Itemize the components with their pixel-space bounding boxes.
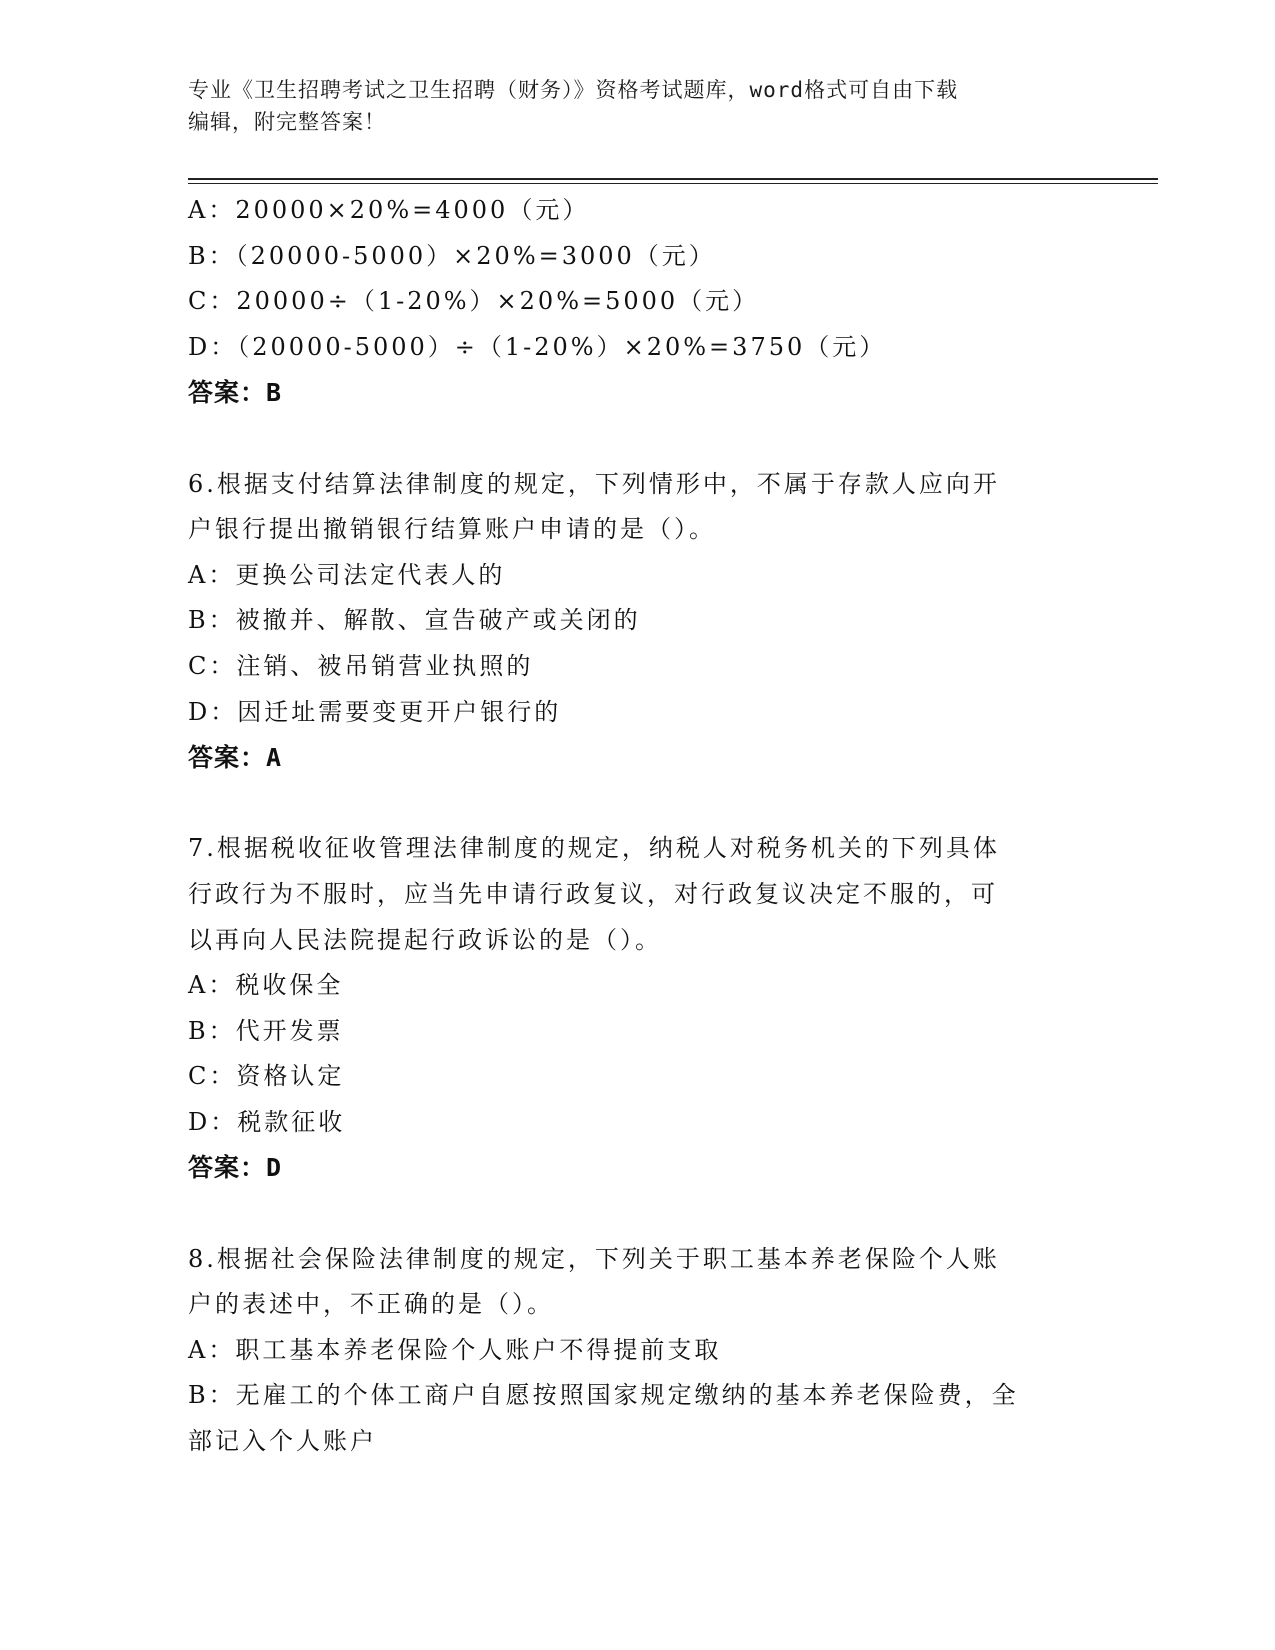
question-7 (188, 826, 1088, 1191)
option-a: A：税收保全 (188, 971, 344, 1000)
question-stem-line: 7.根据税收征收管理法律制度的规定，纳税人对税务机关的下列具体 (188, 834, 1000, 863)
option-a: A：更换公司法定代表人的 (188, 560, 506, 589)
answer-line: 答案：A (188, 743, 283, 773)
option-b: B：代开发票 (188, 1016, 344, 1045)
header-divider-thin (188, 183, 1158, 184)
question-stem-line: 8.根据社会保险法律制度的规定，下列关于职工基本养老保险个人账 (188, 1244, 1000, 1273)
option-a: A：20000×20%=4000（元） (188, 196, 590, 224)
option-c: C：资格认定 (188, 1062, 345, 1091)
document-header (188, 74, 1068, 138)
question-6 (188, 462, 1088, 781)
header-line-1: 专业《卫生招聘考试之卫生招聘（财务）》资格考试题库，word格式可自由下载 (188, 78, 959, 102)
question-stem-line: 6.根据支付结算法律制度的规定，下列情形中，不属于存款人应向开 (188, 469, 1000, 498)
header-line-2: 编辑，附完整答案！ (188, 110, 386, 134)
question-stem-line: 户银行提出撤销银行结算账户申请的是（）。 (188, 515, 716, 544)
option-b: B：无雇工的个体工商户自愿按照国家规定缴纳的基本养老保险费，全 (188, 1381, 1019, 1410)
option-d: D：（20000-5000）÷（1-20%）×20%=3750（元） (188, 332, 887, 361)
option-c: C：注销、被吊销营业执照的 (188, 651, 534, 680)
option-b-continued: 部记入个人账户 (188, 1427, 377, 1456)
option-c: C：20000÷（1-20%）×20%=5000（元） (188, 287, 760, 316)
spacer (188, 781, 1088, 827)
question-5 (188, 188, 1088, 416)
spacer (188, 1191, 1088, 1237)
question-stem-line: 行政行为不服时，应当先申请行政复议，对行政复议决定不服的，可 (188, 879, 998, 908)
question-8 (188, 1237, 1088, 1465)
spacer (188, 416, 1088, 462)
option-b: B：被撤并、解散、宣告破产或关闭的 (188, 606, 641, 635)
answer-line: 答案：B (188, 378, 283, 408)
question-stem-line: 户的表述中，不正确的是（）。 (188, 1290, 554, 1319)
document-body (188, 188, 1088, 1465)
option-d: D：因迁址需要变更开户银行的 (188, 697, 562, 726)
question-stem-line: 以再向人民法院提起行政诉讼的是（）。 (188, 925, 662, 954)
header-divider-thick (188, 178, 1158, 180)
option-d: D：税款征收 (188, 1107, 346, 1136)
option-b: B：（20000-5000）×20%=3000（元） (188, 241, 716, 270)
answer-line: 答案：D (188, 1153, 283, 1183)
option-a: A：职工基本养老保险个人账户不得提前支取 (188, 1335, 722, 1364)
